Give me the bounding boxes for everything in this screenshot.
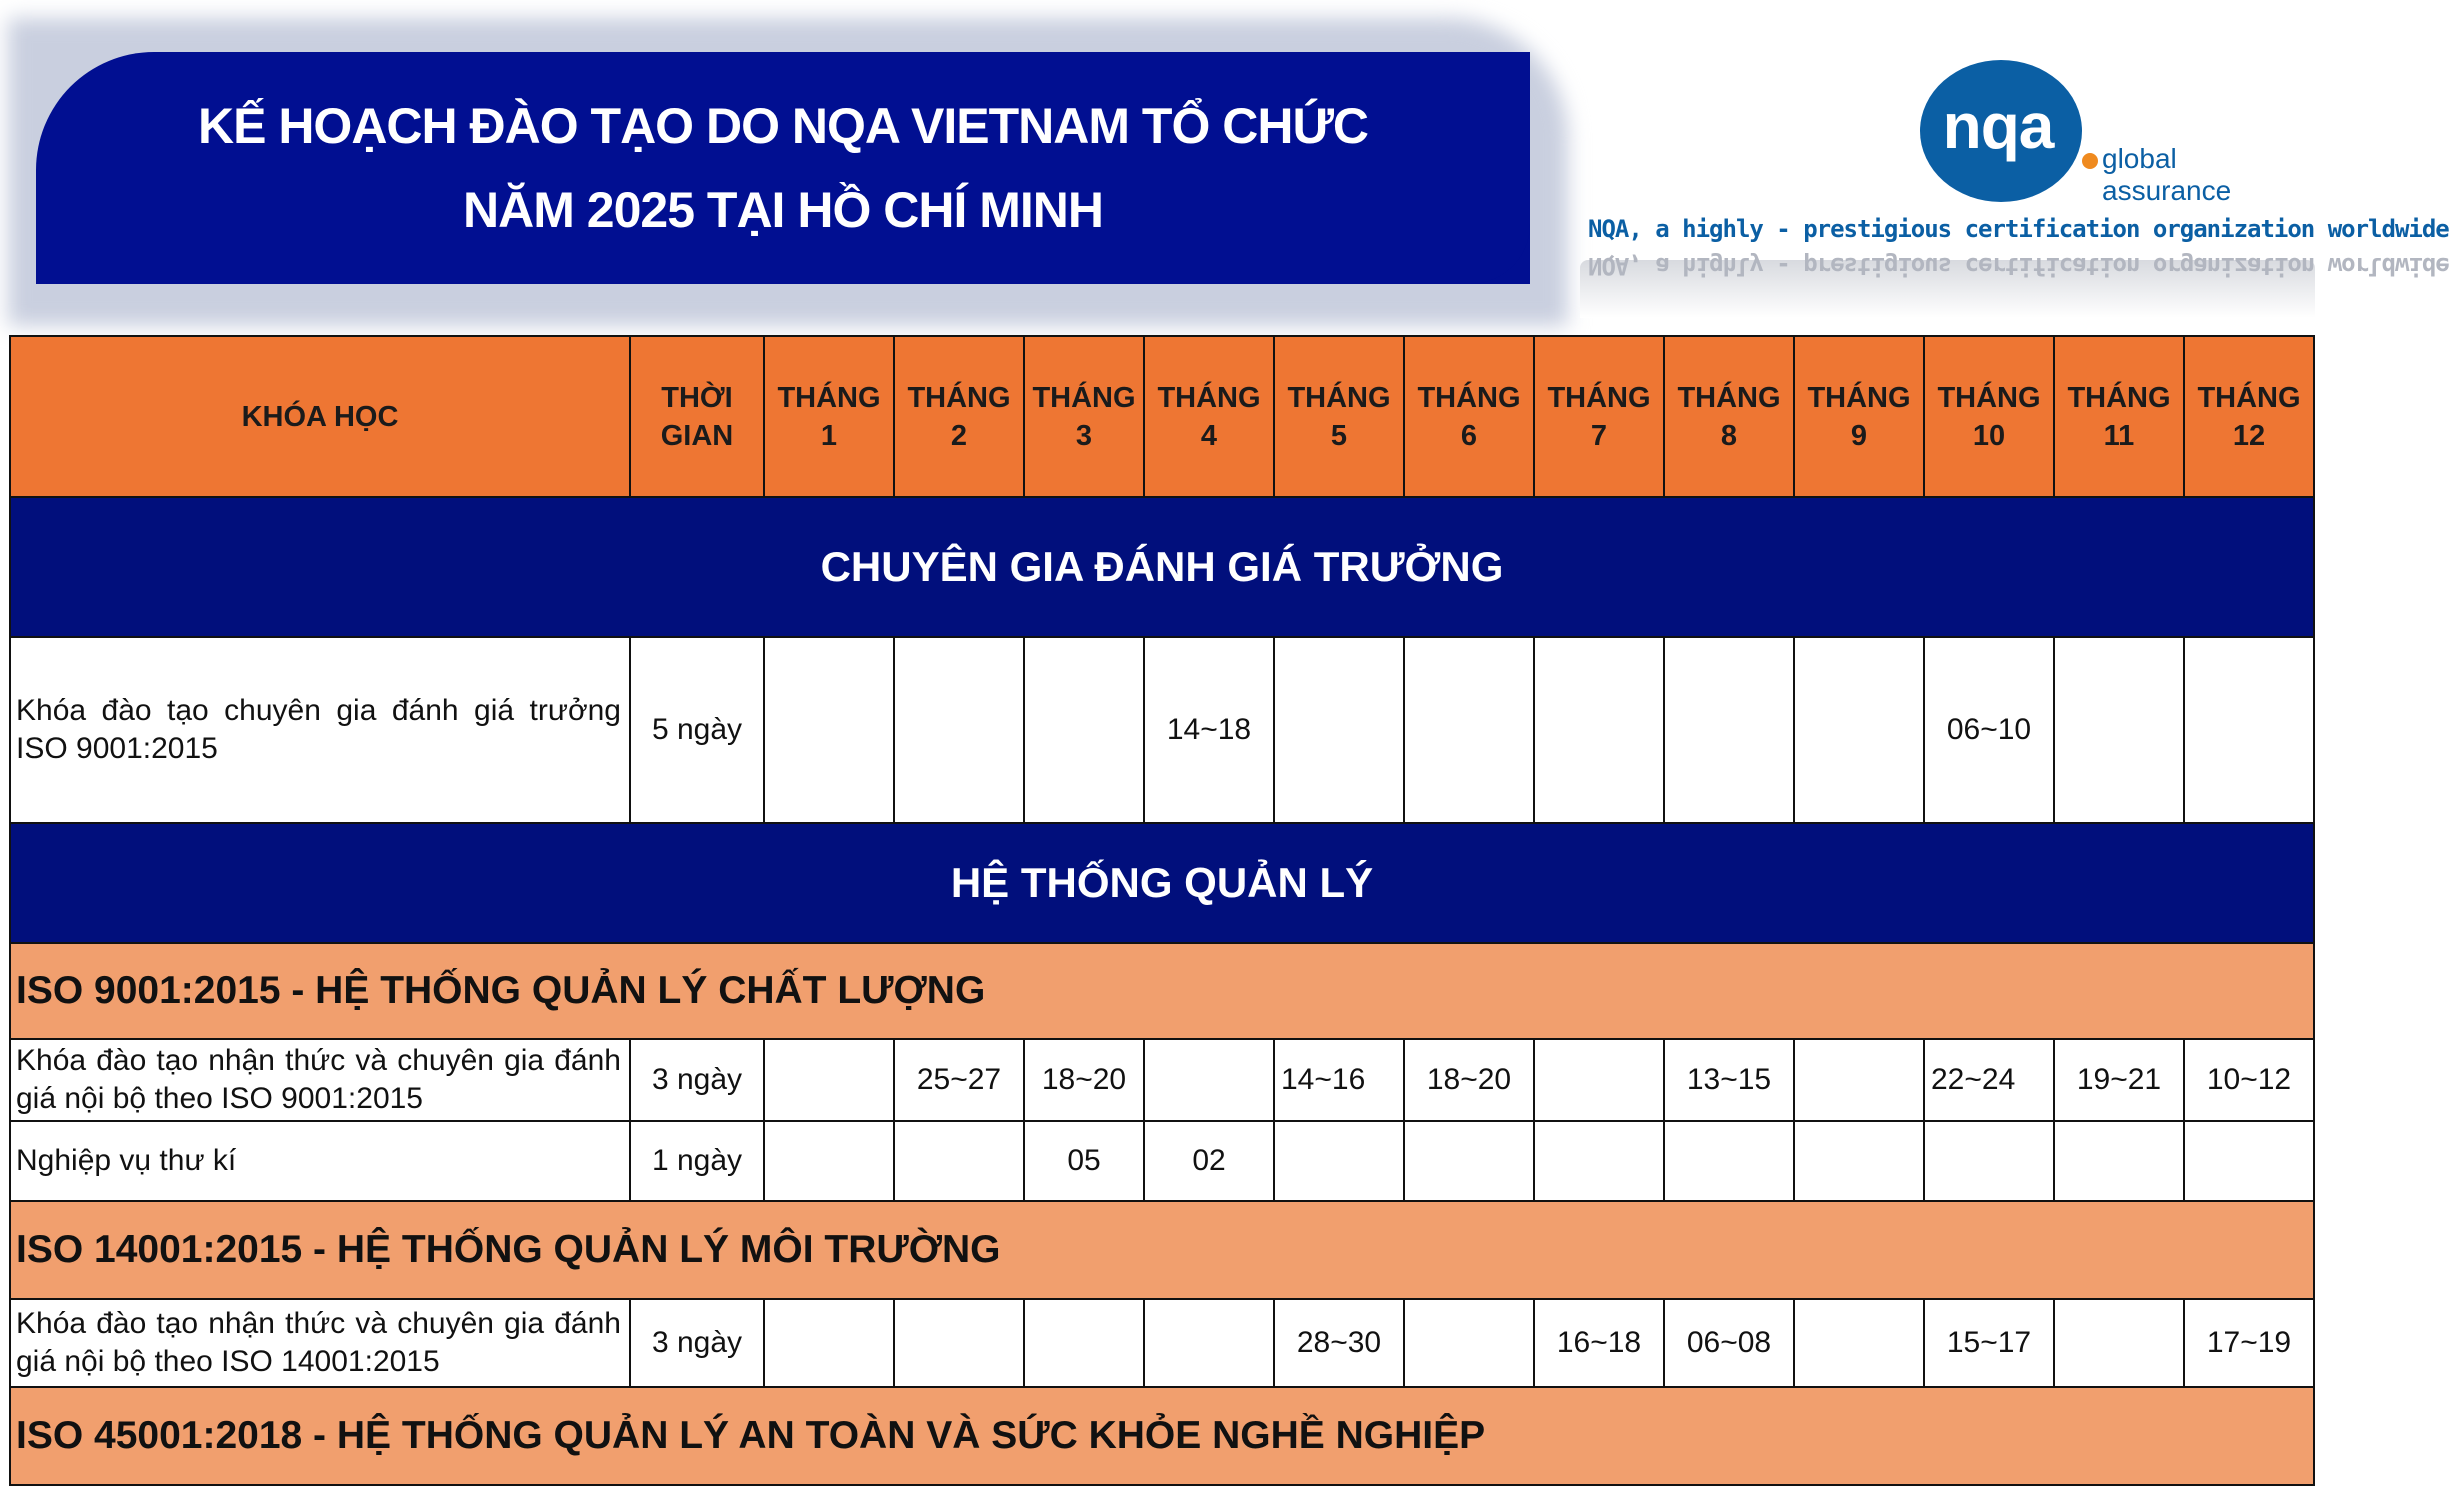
nqa-logo-mark: nqa xyxy=(1942,90,2054,162)
subsection-title: ISO 14001:2015 - HỆ THỐNG QUẢN LÝ MÔI TRƯỜNG xyxy=(10,1201,2314,1299)
course-duration: 3 ngày xyxy=(630,1299,764,1387)
subsection-title: ISO 45001:2018 - HỆ THỐNG QUẢN LÝ AN TOÀN VÀ SỨC KHỎE NGHỀ NGHIỆP xyxy=(10,1387,2314,1485)
title-banner xyxy=(36,52,1530,284)
month-number: 9 xyxy=(1850,419,1868,452)
logo-dot-icon xyxy=(2082,153,2098,169)
month-cell xyxy=(764,637,894,823)
section-title: HỆ THỐNG QUẢN LÝ xyxy=(10,823,2314,943)
month-cell xyxy=(894,1299,1024,1387)
course-duration: 5 ngày xyxy=(630,637,764,823)
month-cell xyxy=(1404,637,1534,823)
course-name: Khóa đào tạo chuyên gia đánh giá trưởng ISO 9001:2015 xyxy=(10,637,630,823)
month-number: 8 xyxy=(1720,419,1738,452)
month-cell xyxy=(2184,637,2314,823)
month-cell xyxy=(2054,637,2184,823)
month-cell xyxy=(1534,1039,1664,1121)
header-month xyxy=(764,336,894,497)
title-line-1: KẾ HOẠCH ĐÀO TẠO DO NQA VIETNAM TỔ CHỨC xyxy=(197,98,1369,154)
header-course: KHÓA HỌC xyxy=(10,336,630,497)
month-cell xyxy=(1274,1121,1404,1201)
month-word: THÁNG xyxy=(2067,381,2171,414)
month-cell xyxy=(764,1299,894,1387)
month-number: 12 xyxy=(2232,419,2266,452)
subsection-title: ISO 9001:2015 - HỆ THỐNG QUẢN LÝ CHẤT LƯỢNG xyxy=(10,943,2314,1039)
month-cell xyxy=(1794,1299,1924,1387)
course-name: Khóa đào tạo nhận thức và chuyên gia đánh giá nội bộ theo ISO 14001:2015 xyxy=(10,1299,630,1387)
section-row xyxy=(10,823,2314,943)
month-cell: 18~20 xyxy=(1404,1039,1534,1121)
nqa-logo xyxy=(1580,55,2449,315)
month-cell xyxy=(894,637,1024,823)
month-cell: 06~10 xyxy=(1924,637,2054,823)
month-cell xyxy=(1534,637,1664,823)
section-title: CHUYÊN GIA ĐÁNH GIÁ TRƯỞNG xyxy=(10,497,2314,637)
month-cell xyxy=(1794,1039,1924,1121)
month-word: THÁNG xyxy=(777,381,881,414)
month-word: THÁNG xyxy=(1157,381,1261,414)
month-cell: 25~27 xyxy=(894,1039,1024,1121)
month-cell: 14~18 xyxy=(1144,637,1274,823)
section-row xyxy=(10,497,2314,637)
header-duration-line1: THỜI xyxy=(661,381,733,414)
header-month xyxy=(1664,336,1794,497)
month-cell xyxy=(764,1039,894,1121)
month-word: THÁNG xyxy=(907,381,1011,414)
month-cell xyxy=(764,1121,894,1201)
month-cell xyxy=(1664,637,1794,823)
month-number: 5 xyxy=(1330,419,1348,452)
table-row xyxy=(10,637,2314,823)
logo-subtitle-reflection: NQA, a highly - prestigious certification organization worldwide xyxy=(1588,252,2449,280)
subsection-row xyxy=(10,1387,2314,1485)
month-number: 4 xyxy=(1200,419,1218,452)
header-month xyxy=(1144,336,1274,497)
month-word: THÁNG xyxy=(1032,381,1136,414)
month-number: 11 xyxy=(2103,419,2135,452)
header-month xyxy=(2054,336,2184,497)
month-cell xyxy=(1024,637,1144,823)
month-cell xyxy=(1404,1121,1534,1201)
month-number: 6 xyxy=(1460,419,1478,452)
header-month xyxy=(1794,336,1924,497)
month-cell: 15~17 xyxy=(1924,1299,2054,1387)
header-duration xyxy=(630,336,764,497)
month-cell: 28~30 xyxy=(1274,1299,1404,1387)
month-cell xyxy=(1404,1299,1534,1387)
month-cell xyxy=(1794,1121,1924,1201)
header-month xyxy=(1404,336,1534,497)
month-word: THÁNG xyxy=(1807,381,1911,414)
course-duration: 3 ngày xyxy=(630,1039,764,1121)
header-month xyxy=(2184,336,2314,497)
month-cell: 14~16 xyxy=(1274,1039,1404,1121)
title-line-2: NĂM 2025 TẠI HỒ CHÍ MINH xyxy=(463,182,1103,238)
month-word: THÁNG xyxy=(1547,381,1651,414)
month-cell: 22~24 xyxy=(1924,1039,2054,1121)
month-number: 7 xyxy=(1590,419,1608,452)
header-month xyxy=(1024,336,1144,497)
header-row xyxy=(10,336,2314,497)
month-word: THÁNG xyxy=(2197,381,2301,414)
month-number: 10 xyxy=(1972,419,2006,452)
table-row xyxy=(10,1039,2314,1121)
training-schedule-table xyxy=(9,335,2315,1486)
month-cell xyxy=(1794,637,1924,823)
month-number: 3 xyxy=(1075,419,1093,452)
header-duration-line2: GIAN xyxy=(660,419,734,452)
course-name: Khóa đào tạo nhận thức và chuyên gia đánh giá nội bộ theo ISO 9001:2015 xyxy=(10,1039,630,1121)
logo-reflection xyxy=(1580,252,2449,318)
subsection-row xyxy=(10,943,2314,1039)
month-cell: 10~12 xyxy=(2184,1039,2314,1121)
month-cell xyxy=(1024,1299,1144,1387)
month-word: THÁNG xyxy=(1417,381,1521,414)
header-month xyxy=(1924,336,2054,497)
month-cell xyxy=(2054,1121,2184,1201)
month-number: 2 xyxy=(950,419,968,452)
month-cell: 19~21 xyxy=(2054,1039,2184,1121)
subsection-row xyxy=(10,1201,2314,1299)
month-cell xyxy=(1924,1121,2054,1201)
month-cell: 18~20 xyxy=(1024,1039,1144,1121)
month-cell xyxy=(2184,1121,2314,1201)
month-cell: 02 xyxy=(1144,1121,1274,1201)
month-cell xyxy=(1144,1299,1274,1387)
month-cell xyxy=(1144,1039,1274,1121)
month-cell: 05 xyxy=(1024,1121,1144,1201)
month-cell: 13~15 xyxy=(1664,1039,1794,1121)
header-month xyxy=(894,336,1024,497)
header-month xyxy=(1274,336,1404,497)
month-cell xyxy=(1274,637,1404,823)
month-word: THÁNG xyxy=(1287,381,1391,414)
month-cell xyxy=(2054,1299,2184,1387)
course-name: Nghiệp vụ thư kí xyxy=(10,1121,630,1201)
month-number: 1 xyxy=(820,419,838,452)
header-month xyxy=(1534,336,1664,497)
table-row xyxy=(10,1299,2314,1387)
month-cell: 06~08 xyxy=(1664,1299,1794,1387)
month-cell xyxy=(1664,1121,1794,1201)
month-cell: 17~19 xyxy=(2184,1299,2314,1387)
table-row xyxy=(10,1121,2314,1201)
logo-tagline: global assurance xyxy=(2102,143,2232,206)
course-duration: 1 ngày xyxy=(630,1121,764,1201)
nqa-logo-circle xyxy=(1920,60,2082,202)
logo-subtitle: NQA, a highly - prestigious certification organization worldwide xyxy=(1588,215,2449,243)
month-cell xyxy=(1534,1121,1664,1201)
month-cell xyxy=(894,1121,1024,1201)
month-word: THÁNG xyxy=(1937,381,2041,414)
month-word: THÁNG xyxy=(1677,381,1781,414)
month-cell: 16~18 xyxy=(1534,1299,1664,1387)
